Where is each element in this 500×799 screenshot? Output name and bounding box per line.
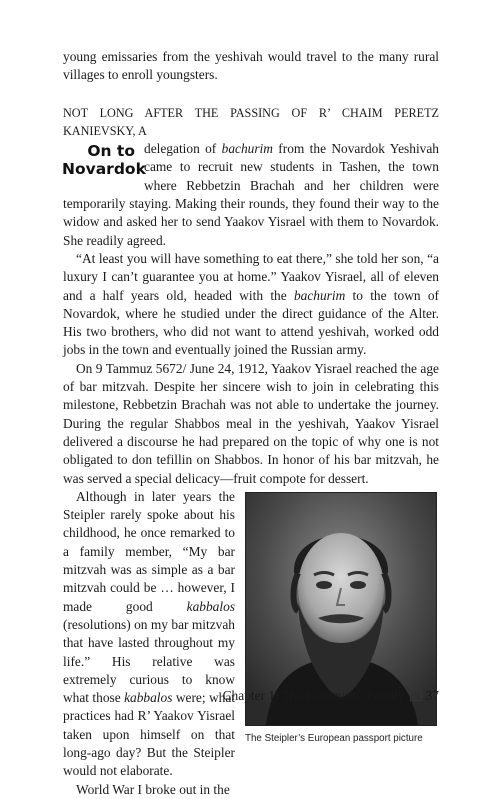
footer-box-icon bbox=[410, 689, 422, 701]
paragraph-2-text-c: to the town of Novardok, where he studied under the direct guidance of the Alter. His two brothers, who did not want to attend yeshivah, worked odd jobs in the town and eventually joined the Russian army. bbox=[63, 287, 439, 358]
paragraph-2 bbox=[63, 250, 439, 360]
paragraph-1-text-c: from the Novardok Yeshivah came to recruit new students in Tashen, the town where Rebbetzin Brachah and her children were temporarily staying. Making their rounds, they found their way to the widow and asked her to send Yaakov Yisrael with them to Novardok. She readily agreed. bbox=[63, 141, 439, 248]
top-paragraph: young emissaries from the yeshivah would travel to the many rural villages to enroll youngsters. bbox=[63, 49, 439, 83]
paragraph-3: On 9 Tammuz 5672/ June 24, 1912, Yaakov Yisrael reached the age of bar mitzvah. Despite her sincere wish to join in celebrating this milestone, Rebbetzin Brachah was not able to undertake the journey. During the regular Shabbos meal in the yeshivah, Yaakov Yisrael delivered a discourse he had prepared on the topic of why one is not obligated to don tefillin on Shabbos. In honor of his bar mitzvah, he was served a special delicacy—fruit compote for dessert. bbox=[63, 360, 439, 486]
paragraph-4-italic-2: kabbalos bbox=[124, 690, 173, 706]
section-opening bbox=[63, 104, 439, 141]
photo-figure bbox=[245, 492, 439, 745]
paragraph-1-text-a: delegation of bbox=[144, 141, 222, 157]
paragraph-2-text-a: “At least you will have something to eat there,” she told her son, “a luxury I can’t guarantee you at home.” Yaakov Yisrael, all of eleven and a half years old, headed with the bbox=[63, 250, 439, 303]
paragraph-4-text-a: Although in later years the Steipler rarely spoke about his childhood, he once remarked to a family member, “My bar mitzvah was as simple as a bar mitzvah could be … however, I made good bbox=[63, 488, 235, 614]
page-body bbox=[63, 48, 439, 799]
paragraph-1-italic: bachurim bbox=[221, 141, 273, 157]
section-break bbox=[63, 85, 439, 104]
paragraph-4-text-c: (resolutions) on my bar mitzvah that have lasted throughout my life.” His relative was extremely curious to know what those bbox=[63, 616, 235, 706]
paragraph-4-text-e: were; what practices had R’ Yaakov Yisrael taken upon himself on that long-ago day? But the Steipler would not elaborate. bbox=[63, 690, 235, 779]
sidehead-line-1: On to bbox=[87, 142, 135, 161]
footer-chapter-title: Chapter 1: The Kanievsky Family bbox=[222, 688, 405, 703]
sidehead-line-2: Novardok bbox=[62, 160, 146, 179]
paragraph-4-italic-1: kabbalos bbox=[186, 598, 235, 614]
section-opening-caps: NOT LONG AFTER THE PASSING OF R’ CHAIM PERETZ KANIEVSKY, A bbox=[63, 105, 439, 138]
paragraph-2-italic: bachurim bbox=[293, 287, 346, 303]
paragraph-5: World War I broke out in the bbox=[76, 781, 230, 797]
page-number: 37 bbox=[425, 688, 439, 703]
section-sidehead bbox=[62, 142, 146, 179]
page-footer bbox=[223, 688, 439, 704]
photo-caption: The Steipler’s European passport picture bbox=[245, 732, 423, 744]
